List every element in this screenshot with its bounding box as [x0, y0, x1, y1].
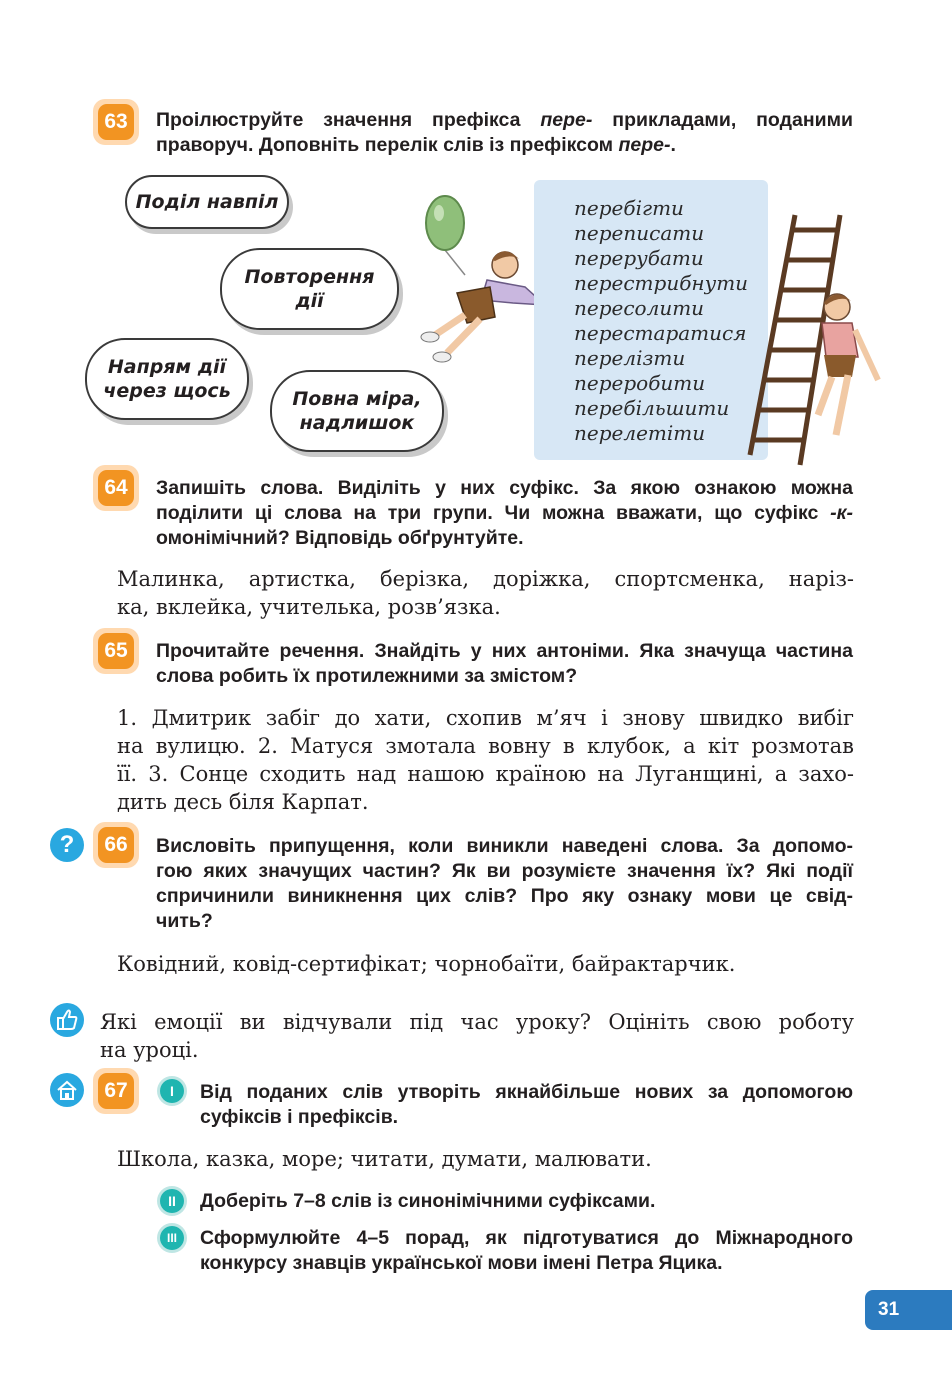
- task-line: Від поданих слів утворіть якнайбільше нових за допомогою: [200, 1081, 853, 1103]
- task-line: слова робить їх протилежними за змістом?: [156, 665, 578, 687]
- exercise-64-task: [156, 476, 853, 551]
- task-line: конкурсу знавців української мови імені Петра Яцика.: [200, 1252, 723, 1274]
- task-line: Проілюструйте значення префікса пере- прикладами, поданими: [156, 109, 853, 131]
- level-3-badge: III: [157, 1223, 187, 1253]
- word-item: перерубати: [574, 246, 704, 270]
- ladder-boy-illustration: [740, 185, 890, 470]
- task-line: Сформулюйте 4–5 порад, як підготуватися до Міжнародного: [200, 1227, 853, 1249]
- task-line: праворуч. Доповніть перелік слів із префіксом пере-.: [156, 134, 676, 156]
- word-item: пересолити: [574, 296, 705, 320]
- page-number: 31: [865, 1290, 952, 1330]
- exercise-63-task: [156, 108, 853, 158]
- exercise-66-task: [156, 834, 853, 934]
- exercise-65-sentences: 1. Дмитрик забіг до хати, схопив м’яч і знову швидко вибіг на вулицю. 2. Матуся змотала вовну в клубок, а кіт розмотав її. 3. Сонце сходить над нашою країною на Луганщині, а захо- дить десь біля Карпат.: [117, 706, 854, 814]
- exercise-67-level-1: [200, 1080, 853, 1130]
- task-line: Доберіть 7–8 слів із синонімічними суфіксами.: [200, 1190, 656, 1212]
- home-icon: [50, 1073, 84, 1107]
- exercise-number-66: 66: [93, 822, 139, 868]
- exercise-67-level-2: [200, 1189, 853, 1214]
- word-item: перестаратися: [574, 321, 747, 345]
- task-line: поділити ці слова на три групи. Чи можна вважати, що суфікс -к-: [156, 502, 853, 524]
- word-item: переробити: [574, 371, 706, 395]
- word-item: переписати: [574, 221, 705, 245]
- thumbs-up-icon: [50, 1003, 84, 1037]
- cloud-repetition: Повторення дії: [220, 248, 399, 330]
- level-2-badge: II: [157, 1186, 187, 1216]
- word-item: перебільшити: [574, 396, 730, 420]
- task-line: суфіксів і префіксів.: [200, 1106, 399, 1128]
- cloud-full-measure: Повна міра, надлишок: [270, 370, 444, 452]
- exercise-number-65: 65: [93, 628, 139, 674]
- task-line: спричинили виникнення цих слів? Про яку ознаку мови це свід-: [156, 885, 853, 907]
- exercise-65-task: [156, 639, 853, 689]
- task-line: Прочитайте речення. Знайдіть у них антоніми. Яка значуща частина: [156, 640, 853, 662]
- task-line: гою яких значущих частин? Як ви розумієте значення їх? Які події: [156, 860, 853, 882]
- word-item: перебігти: [574, 196, 684, 220]
- exercise-67-words: Школа, казка, море; читати, думати, малювати.: [117, 1147, 652, 1171]
- prefix-word-list: [534, 180, 768, 460]
- cloud-direction: Напрям дії через щось: [85, 338, 249, 420]
- word-item: перестрибнути: [574, 271, 749, 295]
- level-1-badge: I: [157, 1076, 187, 1106]
- exercise-number-63: 63: [93, 99, 139, 145]
- reflection-question: Які емоції ви відчували під час уроку? Оцініть свою роботу на уроці.: [100, 1010, 854, 1062]
- task-line: Запишіть слова. Виділіть у них суфікс. За якою ознакою можна: [156, 477, 853, 499]
- exercise-number-64: 64: [93, 465, 139, 511]
- word-item: перелетіти: [574, 421, 706, 445]
- exercise-67-level-3: [200, 1226, 853, 1276]
- exercise-66-words: Ковідний, ковід-сертифікат; чорнобаїти, байрактарчик.: [117, 952, 736, 976]
- task-line: Висловіть припущення, коли виникли наведені слова. За допомо-: [156, 835, 853, 857]
- boy-with-balloon-illustration: [395, 195, 555, 370]
- word-item: перелізти: [574, 346, 686, 370]
- exercise-number-67: 67: [93, 1068, 139, 1114]
- exercise-64-words: Малинка, артистка, берізка, доріжка, спортсменка, наріз- ка, вклейка, учителька, розв’язка.: [117, 567, 854, 619]
- question-icon: ?: [50, 828, 84, 862]
- cloud-halving: Поділ навпіл: [125, 175, 289, 229]
- task-line: чить?: [156, 910, 213, 932]
- task-line: омонімічний? Відповідь обґрунтуйте.: [156, 527, 524, 549]
